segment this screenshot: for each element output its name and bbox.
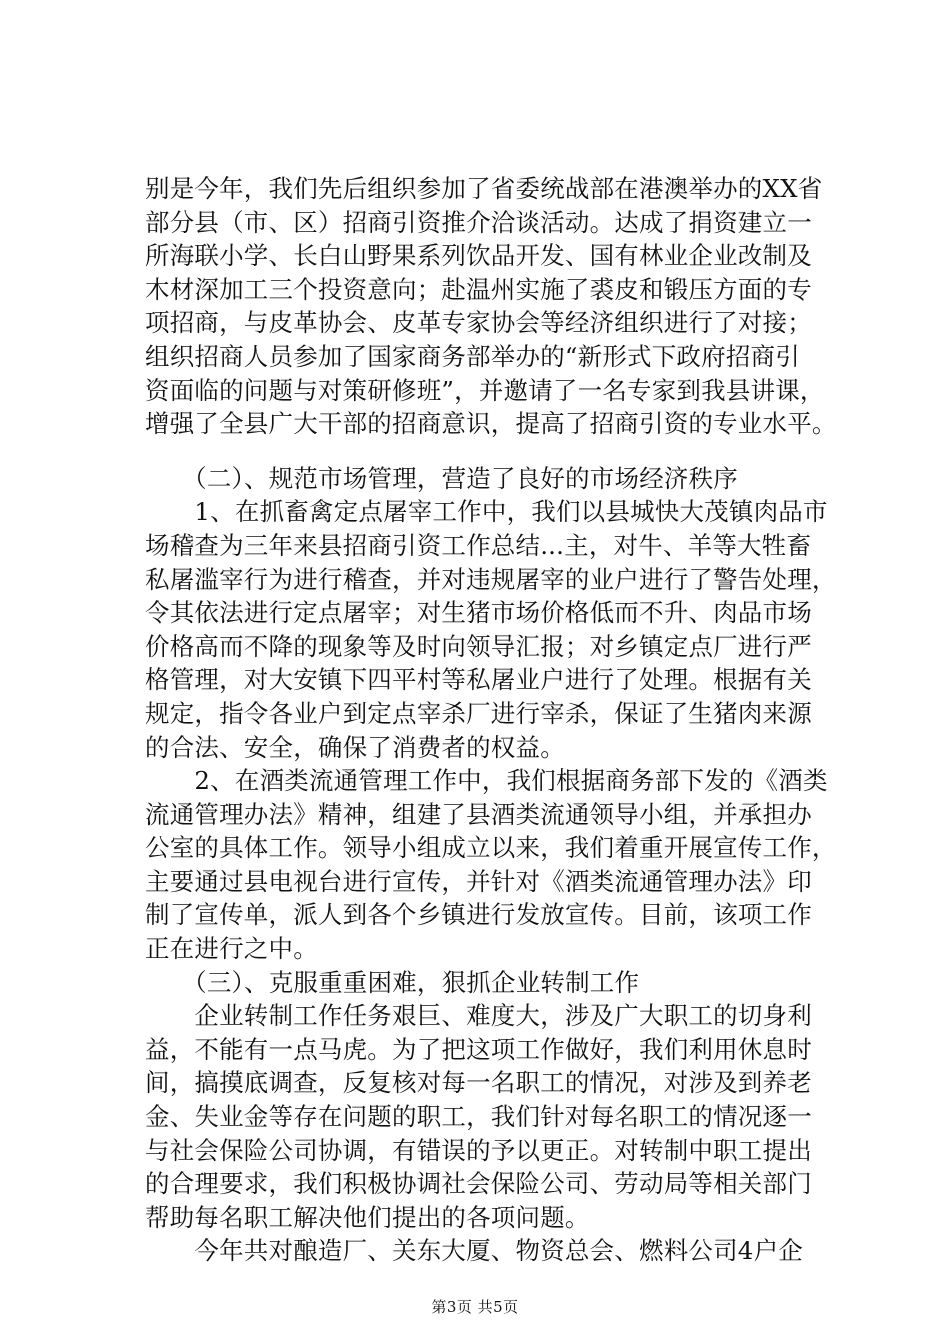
text-line: 的合法、安全，确保了消费者的权益。 [145,732,565,762]
text-line: 木材深加工三个投资意向；赴温州实施了裘皮和锻压方面的专 [145,274,812,304]
text-line: 资面临的问题与对策研修班”，并邀请了一名专家到我县讲课， [145,375,825,405]
paragraph-slaughter [145,495,837,764]
text-line: 项招商，与皮革协会、皮革专家协会等经济组织进行了对接； [145,308,812,338]
text-line: 金、失业金等存在问题的职工，我们针对每名职工的情况逐一 [145,1102,812,1132]
text-line: 公室的具体工作。领导小组成立以来，我们着重开展宣传工作， [145,833,837,863]
text-line: 别是今年，我们先后组织参加了省委统战部在港澳举办的XX省 [145,174,823,203]
paragraph-continued [145,172,837,441]
section-heading-3: （三）、克服重重困难，狠抓企业转制工作 [145,967,640,997]
text-line: 的合理要求，我们积极协调社会保险公司、劳动局等相关部门 [145,1169,812,1199]
text-line: 制了宣传单，派人到各个乡镇进行发放宣传。目前，该项工作 [145,900,812,930]
text-line: 帮助每名职工解决他们提出的各项问题。 [145,1202,590,1232]
document-body [145,172,837,1268]
text-line: 所海联小学、长白山野果系列饮品开发、国有林业企业改制及 [145,241,812,271]
section-heading-2: （二）、规范市场管理，营造了良好的市场经济秩序 [145,463,738,493]
text-line: 私屠滥宰行为进行稽查，并对违规屠宰的业户进行了警告处理， [145,564,837,594]
text-line: 2、在酒类流通管理工作中，我们根据商务部下发的《酒类 [145,766,828,796]
paragraph-enterprises [145,1234,810,1268]
text-line: 企业转制工作任务艰巨、难度大，涉及广大职工的切身利 [145,1001,812,1031]
text-line: 1、在抓畜禽定点屠宰工作中，我们以县城快大茂镇肉品市 [145,497,828,527]
text-line: 场稽查为三年来县招商引资工作总结...主，对牛、羊等大牲畜 [145,530,812,560]
page-number-footer: 第3页 共5页 [431,1298,519,1316]
paragraph-liquor [145,764,837,966]
text-line: 益，不能有一点马虎。为了把这项工作做好，我们利用休息时 [145,1034,812,1064]
text-line: 格管理，对大安镇下四平村等私屠业户进行了处理。根据有关 [145,665,812,695]
text-line: 组织招商人员参加了国家商务部举办的“新形式下政府招商引 [145,341,800,371]
paragraph-gap [145,441,810,462]
paragraph-restructuring [145,999,810,1234]
text-line: 部分县（市、区）招商引资推介洽谈活动。达成了捐资建立一 [145,207,812,237]
text-line: 正在进行之中。 [145,934,318,964]
text-line: 价格高而不降的现象等及时向领导汇报；对乡镇定点厂进行严 [145,631,812,661]
text-line: 主要通过县电视台进行宣传，并针对《酒类流通管理办法》印 [145,866,812,896]
text-line: 间，搞摸底调查，反复核对每一名职工的情况，对涉及到养老 [145,1068,812,1098]
text-line: 流通管理办法》精神，组建了县酒类流通领导小组，并承担办 [145,799,812,829]
text-line: 增强了全县广大干部的招商意识，提高了招商引资的专业水平。 [145,409,837,439]
text-line: 规定，指令各业户到定点宰杀厂进行宰杀，保证了生猪肉来源 [145,698,812,728]
text-line: 今年共对酿造厂、关东大厦、物资总会、燃料公司4户企 [145,1236,803,1266]
text-line: 令其依法进行定点屠宰；对生猪市场价格低而不升、肉品市场 [145,598,812,628]
text-line: 与社会保险公司协调，有错误的予以更正。对转制中职工提出 [145,1135,812,1165]
